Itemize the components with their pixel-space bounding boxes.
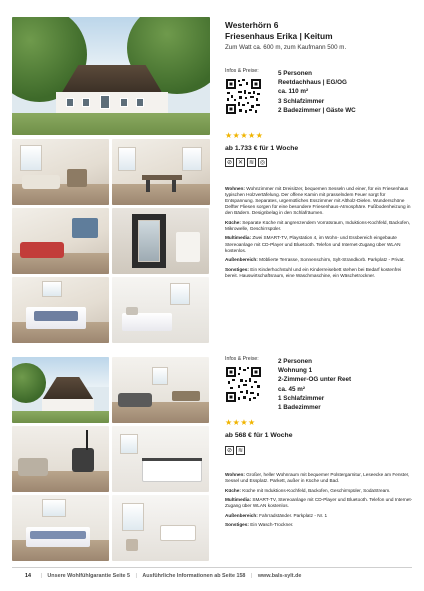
spec-bedrooms: 3 Schlafzimmer [278, 97, 325, 105]
spec-bathrooms: 1 Badezimmer [278, 404, 321, 412]
section-text: SMART-TV, Stereoanlage mit CD-Player und Bluetooth. Telefon und Internet-Zugang über WLAN kostenlos. [225, 497, 413, 509]
footer-separator: | [135, 573, 137, 579]
listing-1-distance: Zum Watt ca. 600 m, zum Kaufmann 500 m. [225, 44, 347, 51]
listing-2-amenity-icons [225, 446, 245, 455]
section-sonstiges [225, 522, 413, 528]
wifi-icon: ≋ [237, 448, 244, 454]
section-sonstiges [225, 267, 413, 279]
listing-2-info-label: Infos & Preise: [225, 356, 259, 362]
section-kueche [225, 488, 413, 494]
bedroom-photo [12, 277, 109, 343]
section-aussenbereich [225, 513, 413, 519]
footer-divider [12, 567, 412, 568]
section-text: Ein Wasch-Trockner. [248, 522, 294, 528]
section-multimedia [225, 235, 413, 253]
listing-2-star-rating: ★★★★ [225, 418, 256, 427]
listing-2-specs [278, 357, 351, 412]
listing-1-name: Friesenhaus Erika | Keitum [225, 30, 333, 41]
dining-room-photo [112, 139, 210, 205]
section-label: Wohnen: [225, 472, 245, 477]
listing-2-price: ab 568 € für 1 Woche [225, 432, 293, 439]
spec-persons: 5 Personen [278, 70, 312, 77]
listing-1-specs [278, 69, 356, 115]
bathroom-2-photo [112, 495, 209, 561]
footer-website-link[interactable]: www.bals-sylt.de [257, 573, 302, 579]
section-wohnen [225, 472, 413, 484]
section-multimedia [225, 497, 413, 509]
listing-1-info-label: Infos & Preise: [225, 68, 259, 74]
section-aussenbereich [225, 257, 413, 263]
section-text: Ein Kinderhochstuhl und ein Kinderreisebett stehen bei Bedarf kostenfrei bereit. Hauswirtschaftsraum, eine Waschmaschine, ein Wäschetrockner. [225, 266, 402, 278]
washing-machine-icon: ◎ [259, 160, 266, 166]
footer-separator: | [40, 573, 42, 579]
living-room-photo [12, 139, 109, 205]
section-label: Multimedia: [225, 497, 252, 503]
spec-type: 2-Zimmer-OG unter Reet [278, 376, 352, 384]
section-label: Außenbereich: [225, 512, 258, 518]
section-wohnen [225, 186, 413, 216]
house-2-exterior-photo [12, 357, 109, 423]
living-room-3-photo [12, 426, 109, 492]
page-number: 14 [25, 573, 31, 579]
section-label: Sonstiges: [225, 522, 249, 528]
section-text: Möblierte Terrasse, Sonnenschirm, Sylt-Strandkorb. Parkplatz - Privat. [257, 257, 405, 263]
footer-info-link[interactable]: Ausführliche Informationen ab Seite 158 [142, 573, 246, 579]
spec-bathrooms: 2 Badezimmer | Gäste WC [278, 106, 356, 114]
spec-bedrooms: 1 Schlafzimmer [278, 394, 325, 402]
kitchen-photo [112, 426, 209, 492]
section-label: Sonstiges: [225, 266, 249, 272]
section-text: Separate Küche mit angrenzendem Vorratsraum, Induktions-Kochfeld, Backofen, Mikrowelle, Geschirrspüler. [225, 219, 410, 231]
wifi-icon: ≋ [248, 160, 255, 166]
section-text: Küche mit Induktions-Kochfeld, Backofen, Geschirrspüler, SodaStream. [240, 487, 391, 493]
section-label: Wohnen: [225, 186, 245, 191]
listing-1-price: ab 1.733 € für 1 Woche [225, 145, 299, 152]
spec-unit: Wohnung 1 [278, 367, 313, 375]
spec-persons: 2 Personen [278, 358, 312, 365]
page-footer [25, 573, 301, 579]
listing-1-title [225, 20, 333, 41]
living-room-2-photo [112, 357, 209, 423]
section-label: Küche: [225, 487, 241, 493]
listing-1-description [225, 186, 413, 282]
section-label: Außenbereich: [225, 257, 258, 263]
qr-code-icon [225, 366, 262, 403]
no-smoking-icon: ⊘ [226, 448, 233, 454]
listing-2-description [225, 472, 413, 532]
listing-1-amenity-icons [225, 158, 267, 167]
section-text: Fahrradständer. Parkplatz - Nr. 1 [257, 512, 328, 518]
no-smoking-icon: ⊘ [226, 160, 233, 166]
section-label: Küche: [225, 219, 241, 225]
section-text: Wohnzimmer mit Dreisitzer, bequemen Sesseln und einer, für ein Friesenhaus typischen Holzvertäfelung. Der offene Kamin mit prasselndem Feuer sorgt für Entspannung. Separates, urgemütliches Esszimmer mit Altholz-Dielen. Wunderschöne Delfter Fliesen sorgen für eine besondere Friesenhaus-Atmosphäre. Fußbodenheizung in den Bädern. Designbelag in den Schlafräumen. [225, 186, 411, 216]
house-exterior-photo [12, 17, 210, 135]
section-kueche [225, 220, 413, 232]
spec-area: ca. 110 m² [278, 88, 309, 96]
section-text: Zwei SMART-TV, Playstation 4, im Wohn- und Essbereich eingebaute Stereoanlage mit CD-Player und Bluetooth. Telefon und Internet-Zugang über WLAN kostenlos. [225, 235, 401, 253]
qr-code-icon [225, 78, 262, 115]
no-pets-icon: ✕ [237, 160, 244, 166]
bedroom-2-photo [112, 277, 209, 343]
spec-area: ca. 45 m² [278, 385, 305, 393]
listing-1-star-rating: ★★★★★ [225, 131, 264, 140]
section-text: Großer, heller Wohnraum mit bequemer Polstergarnitur, Leseecke am Fenster, Sessel und Essplatz. Parkett, außer in Küche und Bad. [225, 472, 410, 484]
lounge-photo [12, 208, 109, 274]
bathroom-photo [112, 208, 209, 274]
footer-separator: | [250, 573, 253, 579]
bedroom-3-photo [12, 495, 109, 561]
section-label: Multimedia: [225, 235, 252, 241]
spec-type: Reetdachhaus | EG/OG [278, 79, 347, 87]
footer-guarantee-link[interactable]: Unsere Wohlfühlgarantie Seite 5 [47, 573, 130, 579]
listing-1-address: Westerhörn 6 [225, 20, 279, 30]
